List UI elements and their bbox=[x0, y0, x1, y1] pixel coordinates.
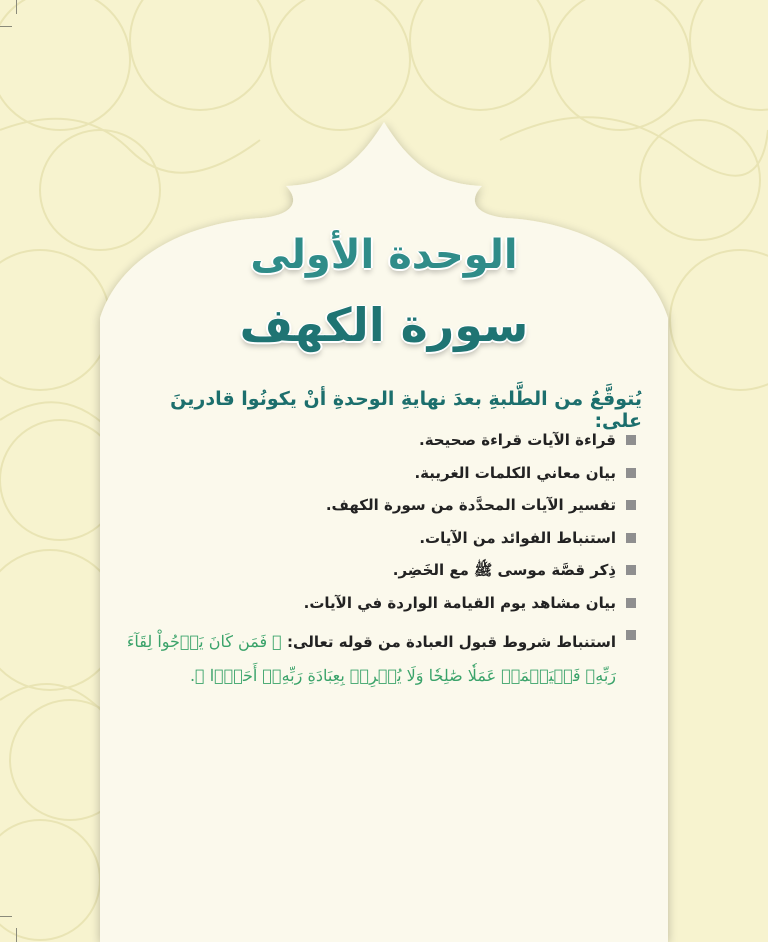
objective-text: تفسير الآيات المحدَّدة من سورة الكهف. bbox=[325, 496, 616, 514]
square-bullet-icon bbox=[626, 533, 636, 543]
objective-text: بيان معاني الكلمات الغريبة. bbox=[414, 463, 616, 482]
objective-text: قراءة الآيات قراءة صحيحة. bbox=[419, 431, 616, 449]
list-item bbox=[116, 593, 636, 626]
square-bullet-icon bbox=[626, 630, 636, 640]
list-item bbox=[116, 528, 636, 561]
objective-text: استنباط شروط قبول العبادة من قوله تعالى: bbox=[287, 633, 616, 651]
list-item bbox=[116, 560, 636, 593]
crop-mark bbox=[0, 26, 12, 27]
verse-end-mark: . bbox=[189, 666, 196, 685]
list-item bbox=[116, 495, 636, 528]
crop-mark bbox=[16, 0, 17, 14]
crop-mark bbox=[0, 916, 12, 917]
crop-mark bbox=[16, 928, 17, 942]
list-item bbox=[116, 463, 636, 496]
list-item bbox=[116, 430, 636, 463]
list-item bbox=[116, 625, 636, 693]
quran-verse: ﴿ فَمَن كَانَ يَرۡجُواْ لِقَآءَ رَبِّهِۦ فَلۡيَعۡمَلۡ عَمَلٗا صَٰلِحٗا وَلَا يُشۡرِكۡ بِعِبَادَةِ رَبِّهِۦٓ أَحَدَۢا ﴾ bbox=[126, 632, 616, 685]
square-bullet-icon bbox=[626, 598, 636, 608]
objective-text: ذِكر قصَّة موسى ﷺ مع الخَضِر. bbox=[392, 561, 616, 579]
objective-text: استنباط الفوائد من الآيات. bbox=[419, 528, 616, 547]
square-bullet-icon bbox=[626, 435, 636, 445]
unit-title: سورة الكهف bbox=[239, 298, 529, 352]
objectives-intro: يُتوقَّعُ من الطَّلبةِ بعدَ نهايةِ الوحدةِ أنْ يكونُوا قادرينَ على: bbox=[170, 388, 642, 432]
objective-text: بيان مشاهد يوم القيامة الواردة في الآيات. bbox=[303, 593, 616, 612]
square-bullet-icon bbox=[626, 565, 636, 575]
unit-label: الوحدة الأولى bbox=[250, 232, 518, 278]
square-bullet-icon bbox=[626, 468, 636, 478]
objectives-list bbox=[116, 430, 636, 693]
square-bullet-icon bbox=[626, 500, 636, 510]
